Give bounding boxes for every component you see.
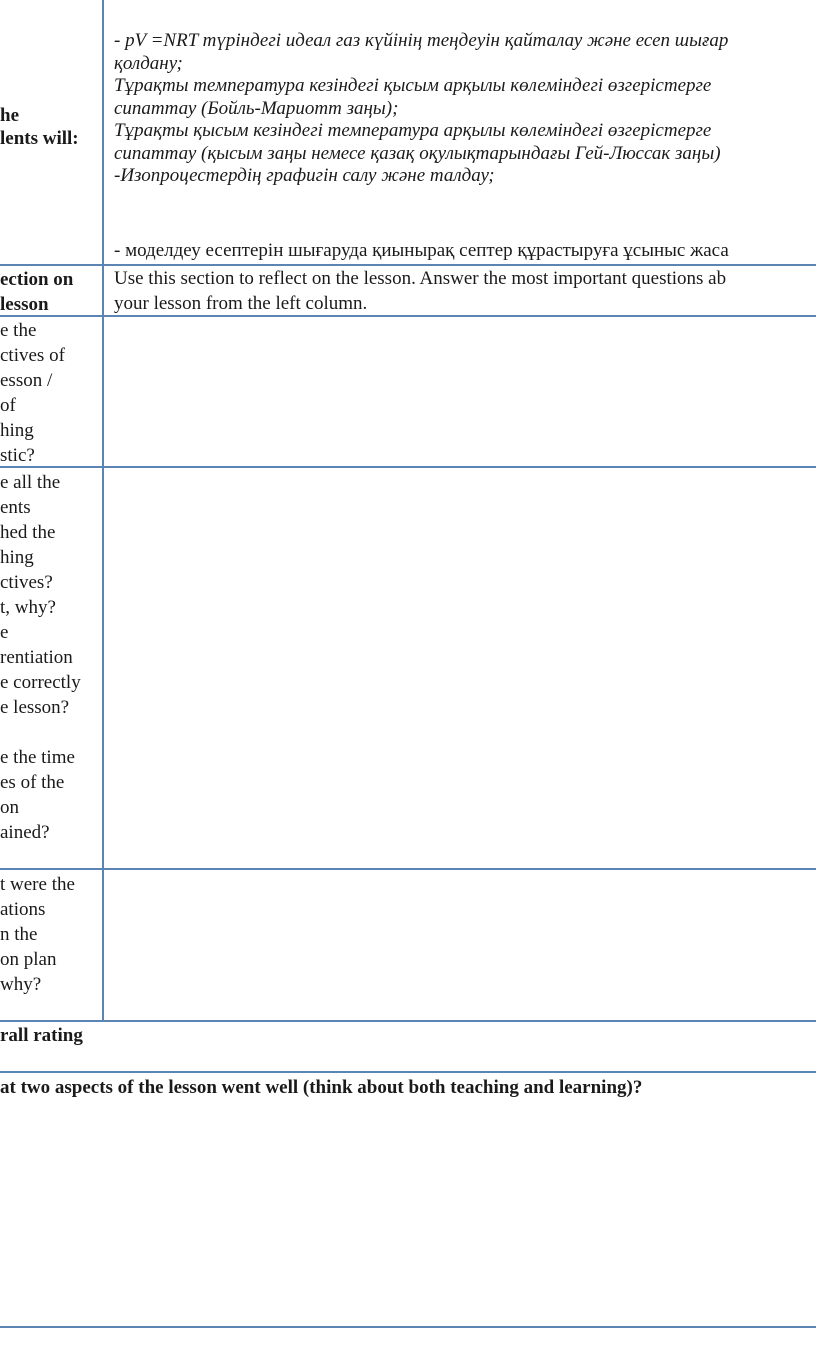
- objective-extra-line: - моделдеу есептерін шығаруда қиынырақ септер құрастыруға ұсыныс жаса: [114, 240, 729, 261]
- objective-line: сипаттау (қысым заңы немесе қазақ оқулықтарындағы Гей-Люссак заңы): [114, 142, 721, 164]
- aspects-answer-area[interactable]: [0, 1104, 816, 1324]
- objective-line: сипаттау (Бойль-Мариотт заңы);: [114, 97, 399, 119]
- reflection-label: ection on lesson: [0, 269, 74, 315]
- objective-line: қолдану;: [114, 52, 183, 74]
- question-variations: t were the ations n the on plan why?: [0, 874, 75, 995]
- objectives-list: [114, 30, 816, 188]
- row-divider-question-2: [0, 868, 816, 870]
- overall-rating-heading: rall rating: [0, 1025, 83, 1046]
- answer-box-2[interactable]: [114, 470, 816, 866]
- objective-line: Тұрақты температура кезіндегі қысым арқылы көлеміндегі өзгерістерге: [114, 75, 712, 96]
- reflection-instructions: Use this section to reflect on the lesson. Answer the most important questions ab your lesson from the left column.: [114, 268, 727, 314]
- row-divider-overall: [0, 1071, 816, 1073]
- question-students-reached: e all the ents hed the hing ctives? t, why? e rentiation e correctly e lesson? e the time es of the on ained?: [0, 472, 81, 843]
- row-divider-aspects: [0, 1326, 816, 1328]
- row-divider-question-1: [0, 466, 816, 468]
- answer-box-1[interactable]: [114, 318, 816, 464]
- objectives-label: he lents will:: [0, 105, 79, 148]
- answer-box-3[interactable]: [114, 872, 816, 1018]
- aspects-heading: at two aspects of the lesson went well (think about both teaching and learning)?: [0, 1077, 643, 1098]
- objective-line: Тұрақты қысым кезіндегі температура арқылы көлеміндегі өзгерістерге: [114, 120, 712, 141]
- question-objectives-realistic: e the ctives of esson / of hing stic?: [0, 320, 65, 466]
- objective-line: - pV =NRT түріндегі идеал газ күйінің теңдеуін қайталау және есеп шығар: [114, 30, 729, 51]
- objective-line: -Изопроцестердің графигін салу және талдау;: [114, 165, 495, 186]
- row-divider-question-3: [0, 1020, 816, 1022]
